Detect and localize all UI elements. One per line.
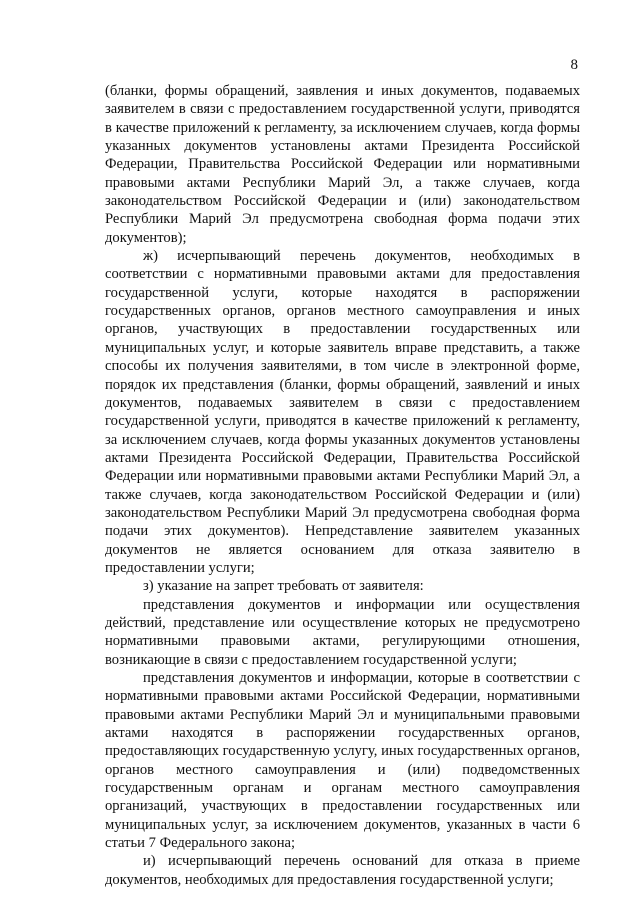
paragraph-item-zh: ж) исчерпывающий перечень документов, необходимых в соответствии с нормативными правовыми актами для предоставления государственной услуги, которые находятся в распоряжении государственных органов, органов местного самоуправления и иных органов, участвующих в предоставлении государственных или муниципальных услуг, и которые заявитель вправе представить, а также способы их получения заявителями, в том числе в электронной форме, порядок их представления (бланки, формы обращений, заявлений и иных документов, подаваемых заявителем в связи с предоставлением государственной услуги, приводятся в качестве приложений к регламенту, за исключением случаев, когда формы указанных документов установлены актами Президента Российской Федерации, Правительства Российской Федерации или нормативными правовыми актами Республики Марий Эл, а также случаев, когда законодательством Российской Федерации и (или) законодательством Республики Марий Эл предусмотрена свободная форма подачи этих документов). Непредставление заявителем указанных документов не является основанием для отказа заявителю в предоставлении услуги; (105, 248, 580, 576)
page-number: 8 (570, 57, 578, 73)
paragraph-item-z: з) указание на запрет требовать от заявителя: (143, 578, 424, 595)
paragraph-continuation: (бланки, формы обращений, заявления и иных документов, подаваемых заявителем в связи с предоставлением государственной услуги, приводятся в качестве приложений к регламенту, за исключением случаев, когда формы указанных документов установлены актами Президента Российской Федерации, Правительства Российской Федерации или нормативными правовыми актами Республики Марий Эл, а также случаев, когда законодательством Российской Федерации и (или) законодательством Республики Марий Эл предусмотрена свободная форма подачи этих документов); (105, 83, 580, 246)
paragraph-item-i: и) исчерпывающий перечень оснований для отказа в приеме документов, необходимых для предоставления государственной услуги; (105, 853, 580, 888)
paragraph-prohibition-documents: представления документов и информации или осуществления действий, представление или осуществление которых не предусмотрено нормативными правовыми актами, регулирующими отношения, возникающие в связи с предоставлением государственной услуги; (105, 596, 580, 668)
paragraph-prohibition-information: представления документов и информации, которые в соответствии с нормативными правовыми актами Российской Федерации, нормативными правовыми актами Республики Марий Эл и муниципальными правовыми актами находятся в распоряжении государственных органов, предоставляющих государственную услугу, иных государственных органов, органов местного самоуправления и (или) подведомственных государственным органам и органам местного самоуправления организаций, участвующих в предоставлении государственных или муниципальных услуг, за исключением документов, указанных в части 6 статьи 7 Федерального закона; (105, 670, 580, 852)
document-body (105, 82, 580, 889)
